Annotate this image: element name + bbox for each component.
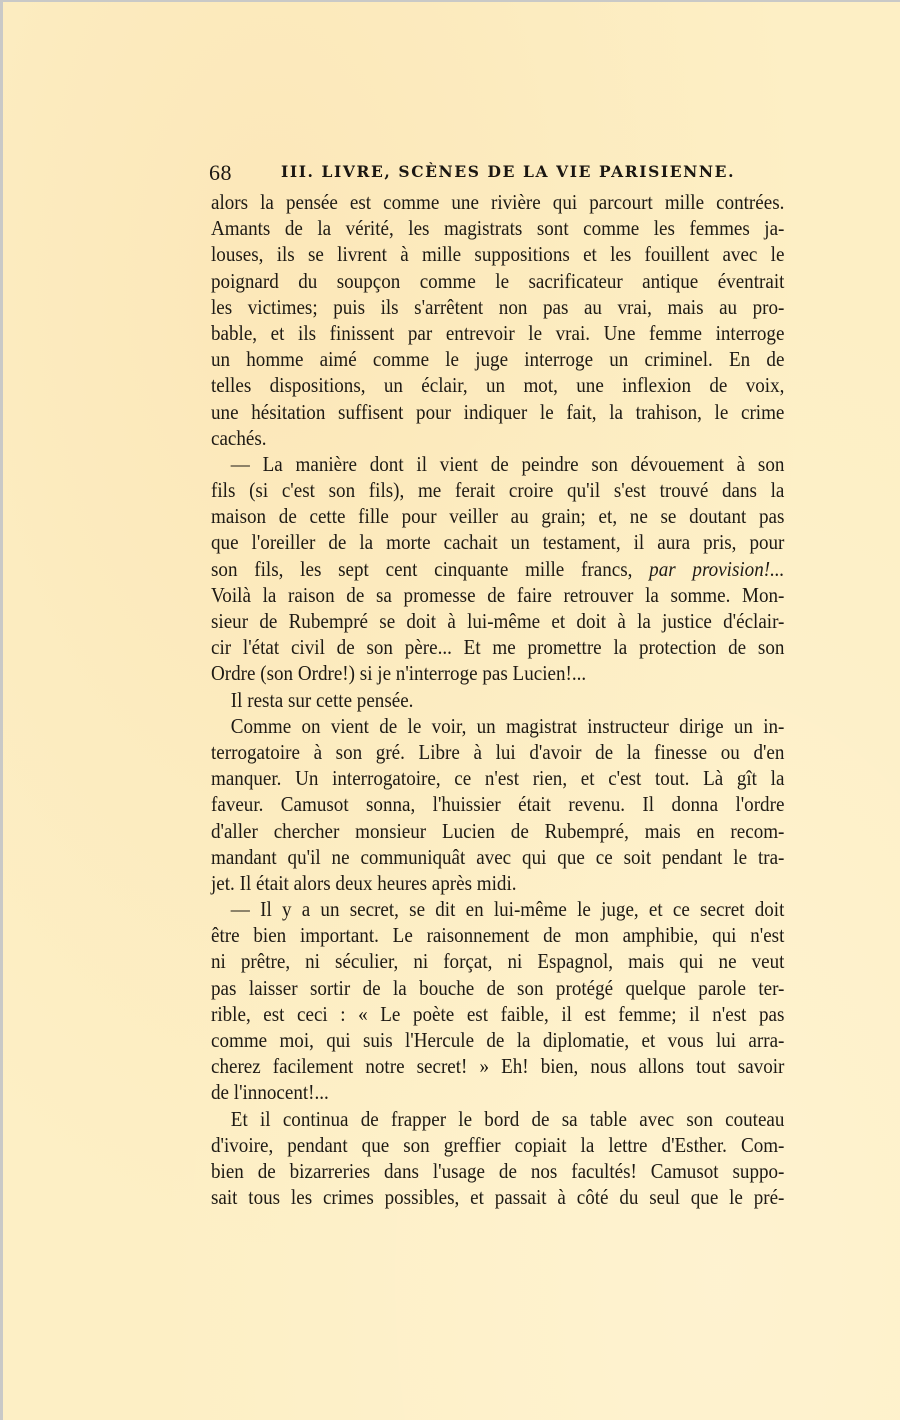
text-line: être bien important. Le raisonnement de mon amphibie, qui n'est xyxy=(211,923,785,948)
paragraph-start-line: — Il y a un secret, se dit en lui-même le juge, et ce secret doit xyxy=(230,897,785,922)
italic-phrase: par provision!... xyxy=(649,556,785,581)
text-line: faveur. Camusot sonna, l'huissier était revenu. Il donna l'ordre xyxy=(211,792,785,817)
paragraph-start-line: Comme on vient de le voir, un magistrat instructeur dirige un in- xyxy=(230,713,785,738)
text-line: bable, et ils finissent par entrevoir le vrai. Une femme interroge xyxy=(211,320,785,345)
text-line: alors la pensée est comme une rivière qui parcourt mille contrées. xyxy=(211,190,785,214)
text-line: rible, est ceci : « Le poète est faible, il est femme; il n'est pas xyxy=(211,1001,785,1026)
text-line: une hésitation suffisent pour indiquer le fait, la trahison, le crime xyxy=(211,399,785,424)
running-title: III. LIVRE, SCÈNES DE LA VIE PARISIENNE. xyxy=(281,162,736,181)
text-line: bien de bizarreries dans l'usage de nos facultés! Camusot suppo- xyxy=(211,1158,785,1183)
text-line: louses, ils se livrent à mille suppositions et les fouillent avec le xyxy=(211,242,785,267)
text-line: fils (si c'est son fils), me ferait croire qu'il s'est trouvé dans la xyxy=(211,478,785,503)
text-line: les victimes; puis ils s'arrêtent non pas au vrai, mais au pro- xyxy=(211,294,785,319)
page-number: 68 xyxy=(209,160,232,185)
text-line: terrogatoire à son gré. Libre à lui d'avoir de la finesse ou d'en xyxy=(211,739,785,764)
text-line: d'ivoire, pendant que son greffier copiait la lettre d'Esther. Com- xyxy=(211,1132,785,1157)
text-line: sieur de Rubempré se doit à lui-même et doit à la justice d'éclair- xyxy=(211,609,785,633)
book-page xyxy=(3,2,900,1420)
paragraph-start-line: Il resta sur cette pensée. xyxy=(230,687,414,712)
paragraph-start-line: — La manière dont il vient de peindre son dévouement à son xyxy=(230,451,785,476)
text-line: Voilà la raison de sa promesse de faire retrouver la somme. Mon- xyxy=(211,582,785,607)
text-line: cachés. xyxy=(211,425,267,450)
body-text xyxy=(211,189,785,1210)
text-line: poignard du soupçon comme le sacrificateur antique éventrait xyxy=(211,268,785,293)
text-line: maison de cette fille pour veiller au grain; et, ne se doutant pas xyxy=(211,504,785,529)
text-segment: son fils, les sept cent cinquante mille francs, xyxy=(211,556,633,581)
text-line: cherez facilement notre secret! » Eh! bien, nous allons tout savoir xyxy=(211,1054,785,1079)
text-line: ni prêtre, ni séculier, ni forçat, ni Espagnol, mais qui ne veut xyxy=(211,949,785,974)
text-line: telles dispositions, un éclair, un mot, une inflexion de voix, xyxy=(211,373,785,398)
text-line: sait tous les crimes possibles, et passait à côté du seul que le pré- xyxy=(211,1185,785,1210)
text-line: jet. Il était alors deux heures après midi. xyxy=(211,870,517,895)
text-line: de l'innocent!... xyxy=(211,1080,329,1105)
text-line: pas laisser sortir de la bouche de son protégé quelque parole ter- xyxy=(211,975,785,1000)
text-line: un homme aimé comme le juge interroge un criminel. En de xyxy=(211,347,785,372)
text-line: Ordre (son Ordre!) si je n'interroge pas Lucien!... xyxy=(211,661,587,686)
text-line-with-italic xyxy=(211,556,784,582)
text-line: d'aller chercher monsieur Lucien de Rubempré, mais en recom- xyxy=(211,818,785,843)
text-line: Amants de la vérité, les magistrats sont comme les femmes ja- xyxy=(211,216,785,241)
text-line: mandant qu'il ne communiquât avec qui que ce soit pendant le tra- xyxy=(211,844,785,869)
text-line: que l'oreiller de la morte cachait un testament, il aura pris, pour xyxy=(211,530,785,555)
text-line: manquer. Un interrogatoire, ce n'est rien, et c'est tout. Là gît la xyxy=(211,766,785,791)
text-line: comme moi, qui suis l'Hercule de la diplomatie, et vous lui arra- xyxy=(211,1028,785,1052)
text-line: cir l'état civil de son père... Et me promettre la protection de son xyxy=(211,635,785,660)
paragraph-start-line: Et il continua de frapper le bord de sa table avec son couteau xyxy=(230,1106,785,1131)
